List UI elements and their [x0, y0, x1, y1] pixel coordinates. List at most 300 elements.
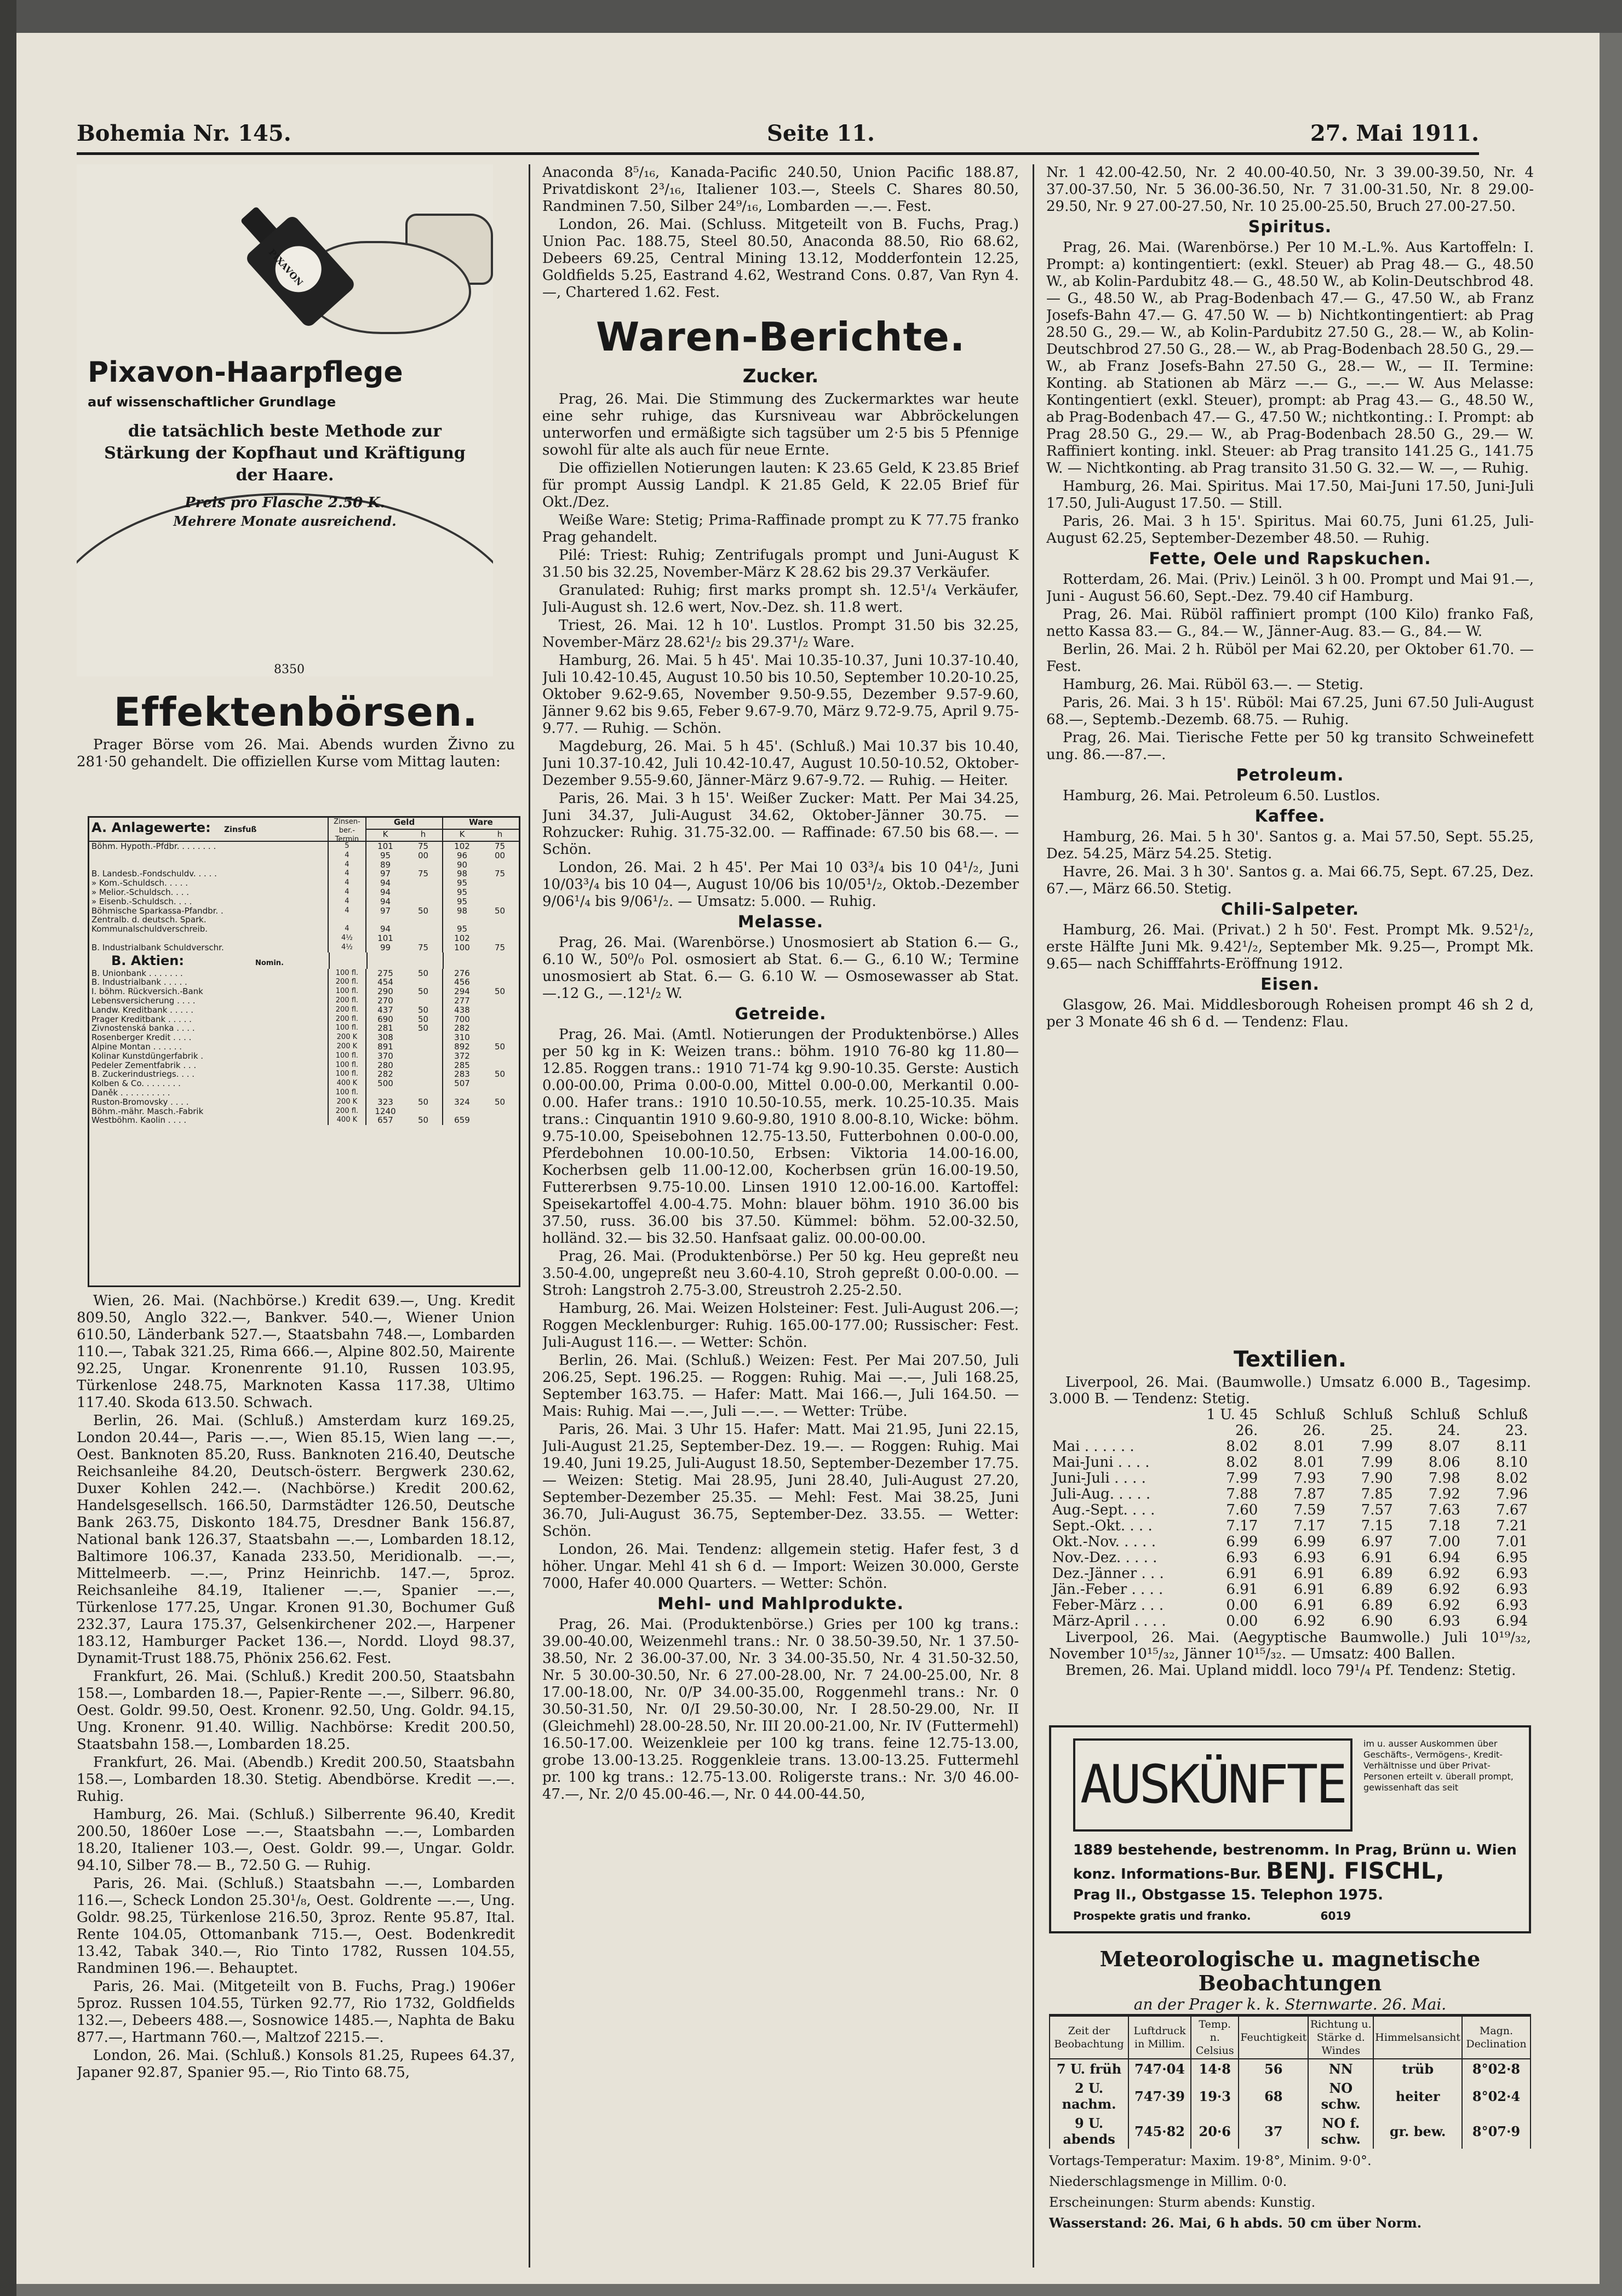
kurs-ware-h — [481, 1033, 519, 1042]
petroleum-text: Hamburg, 26. Mai. Petroleum 6.50. Lustlos. — [1063, 788, 1380, 804]
report-paris: Paris, 26. Mai. (Schluß.) Staatsbahn —.—, Lombarden 116.—, Scheck London 25.30¹/₈, Oest. Goldrente —.—, Ung. Goldr. 98.25, Türkenlose 216.50, 3proz. Rente 95.87, Ital. Rente 104.05, Ottomanbank 715.—, Oest. Bodenkredit 13.42, Tabak 340.—, Rio Tinto 1782, Russen 104.55, Randminen 196.—. Behauptet. — [77, 1875, 515, 1977]
kurs-ware — [442, 1052, 519, 1061]
meteo-cell: 56 — [1239, 2059, 1308, 2079]
kurs-rate: 5 — [328, 842, 365, 851]
kurs-ware — [442, 987, 519, 996]
kurs-ware-h — [481, 1052, 519, 1061]
baumwolle-row — [1049, 1455, 1531, 1471]
baumwolle-head: Schluß — [1477, 1407, 1528, 1423]
kurs-geld — [365, 1006, 442, 1015]
kurs-name: Lebensversicherung . . . . — [91, 996, 196, 1006]
kurs-geld-k: 89 — [380, 859, 391, 870]
meteo-cell: NN — [1308, 2059, 1373, 2079]
kurs-geld-k: 454 — [377, 977, 393, 988]
issue-date: 27. Mai 1911. — [1310, 120, 1479, 146]
baumwolle-price: 7.87 — [1293, 1486, 1326, 1502]
zucker-pile: Pilé: Triest: Ruhig; Zentrifugals prompt und Juni-August K 31.50 bis 32.25, November-März K 28.62 bis 29.37 Verkäufer. — [542, 547, 1019, 581]
kurs-geld — [365, 1024, 442, 1033]
baumwolle-term: Mai-Juni . . . . — [1052, 1454, 1150, 1471]
kurs-rate: 100 fl. — [328, 1088, 365, 1098]
textilien-bremen: Bremen, 26. Mai. Upland middl. loco 79¹/₄ Pf. Tendenz: Stetig. — [1065, 1662, 1516, 1679]
meteo-cell: 19·3 — [1191, 2079, 1239, 2114]
kurs-ware — [442, 860, 519, 870]
kurs-geld-h — [404, 1042, 442, 1052]
baumwolle-price: 6.92 — [1428, 1581, 1460, 1598]
baumwolle-price: 6.92 — [1428, 1565, 1460, 1582]
baumwolle-price: 7.60 — [1226, 1502, 1258, 1518]
baumwolle-price: 6.94 — [1428, 1549, 1460, 1566]
kurs-rate: 4 — [328, 851, 365, 860]
meteo-cell: 37 — [1239, 2114, 1308, 2149]
kurs-ware-h — [481, 897, 519, 906]
kurs-geld — [365, 1042, 442, 1052]
kurs-rate: 200 fl. — [328, 978, 365, 987]
kurs-geld-k: 891 — [377, 1041, 393, 1052]
kurs-row — [89, 897, 519, 906]
kurs-geld-h: 50 — [417, 1115, 429, 1126]
kurs-geld-h: 75 — [417, 942, 429, 952]
kurs-geld-h — [404, 996, 442, 1006]
kurs-name: B. Unionbank . . . . . . . — [91, 968, 183, 978]
meteo-row — [1050, 2079, 1531, 2114]
report-frankfurt-abend: Frankfurt, 26. Mai. (Abendb.) Kredit 200.50, Staatsbahn 158.—, Lombarden 18.30. Stetig. Abendbörse. Kredit —.—. Ruhig. — [77, 1754, 515, 1805]
baumwolle-row — [1049, 1439, 1531, 1455]
melasse-title: Melasse. — [737, 912, 824, 932]
kurs-geld-k — [366, 1088, 404, 1098]
kurs-ware-h: 50 — [494, 905, 506, 916]
kurs-ware-k: 100 — [454, 942, 470, 952]
baumwolle-price: 6.91 — [1293, 1597, 1326, 1614]
fette-title: Fette, Oele und Rapskuchen. — [1149, 549, 1431, 569]
kurs-rate: 4 — [328, 888, 365, 897]
kurs-geld-k: 99 — [380, 942, 391, 952]
kurs-geld-k: 97 — [380, 905, 391, 916]
kurs-geld-k: 94 — [380, 896, 391, 906]
zucker-prag: Prag, 26. Mai. Die Stimmung des Zuckermarktes war heute eine sehr ruhige, das Kursniveau war Abbröckelungen unterworfen und ermäßigte sich tagsüber um 2·5 bis 5 Pfennige sowohl für alte als auch für neue Ernte. — [542, 391, 1019, 458]
auskunft-code: 6019 — [1320, 1909, 1351, 1922]
ad-note: Mehrere Monate ausreichend. — [173, 513, 397, 529]
baumwolle-term: Okt.-Nov. . . . . — [1052, 1534, 1156, 1550]
zucker-granulated: Granulated: Ruhig; first marks prompt sh. 12.5¹/₄ Verkäufer, Juli-August sh. 12.6 wert, Nov.-Dez. sh. 11.8 wert. — [542, 582, 1019, 616]
kurs-row — [89, 925, 519, 934]
kurs-row — [89, 879, 519, 888]
baumwolle-price: 6.91 — [1293, 1565, 1326, 1582]
kurs-rate: 100 fl. — [328, 987, 365, 996]
meteo-cell: 8°07·9 — [1462, 2114, 1531, 2149]
kurs-ware-k: 324 — [454, 1097, 470, 1107]
kurs-geld-k: 280 — [377, 1060, 393, 1070]
kurs-ware-k: 283 — [454, 1069, 470, 1080]
kurs-geld-h: 50 — [417, 968, 429, 978]
meteo-cell: 68 — [1239, 2079, 1308, 2114]
kurs-geld-h — [404, 860, 442, 870]
auskunft-line1: 1889 bestehende, bestrenomm. In Prag, Brünn u. Wien — [1073, 1842, 1517, 1858]
mehl-text: Prag, 26. Mai. (Produktenbörse.) Gries per 100 kg trans.: 39.00-40.00, Weizenmehl trans.: Nr. 0 38.50-39.50, Nr. 1 37.50-38.50, Nr. 2 36.00-37.00, Nr. 3 34.00-35.50, Nr. 4 31.50-32.50, Nr. 5 30.00-30.50, Nr. 6 27.00-28.00, Nr. 7 24.00-25.00, Nr. 8 17.00-18.00, Nr. 0/P 34.00-35.00, Roggenmehl trans.: Nr. 0 30.50-31.50, Nr. 0/I 29.50-30.00, Nr. I 28.50-29.00, Nr. II (Gleichmehl) 28.00-28.50, Nr. III 20.00-21.00, Nr. IV (Futtermehl) 16.50-17.00. Weizenkleie per 100 kg trans. feine 12.75-13.00, grobe 13.00-13.25. Roggenkleie trans. 13.00-13.25. Futtermehl pr. 100 kg trans.: 12.75-13.00. Roligerste trans.: Nr. 3/0 46.00-47.—, Nr. 2/0 45.00-46.—, Nr. 0 44.00-44.50, — [542, 1616, 1019, 1803]
kurs-ware-h — [481, 1024, 519, 1033]
kurs-geld — [365, 869, 442, 879]
kurs-rate: 4 — [328, 869, 365, 879]
kurs-geld-h — [404, 897, 442, 906]
kurs-ware-h — [481, 969, 519, 978]
kurs-ware-h — [481, 1061, 519, 1070]
baumwolle-price: 6.92 — [1293, 1613, 1326, 1629]
baumwolle-price: 6.91 — [1226, 1581, 1258, 1598]
kurs-ware-k: 98 — [456, 905, 468, 916]
page-number: Seite 11. — [767, 120, 875, 146]
kurs-rate: 400 K — [328, 1116, 365, 1125]
baumwolle-term: Dez.-Jänner . . . — [1052, 1565, 1164, 1582]
london-continuation: Anaconda 8⁵/₁₆, Kanada-Pacific 240.50, Union Pacific 188.87, Privatdiskont 2³/₁₆, Italiener 103.—, Steels C. Shares 80.50, Randminen 7.50, Silber 24⁹/₁₆, Lombarden —.—. Fest. — [542, 164, 1019, 215]
kurs-geld-k: 290 — [377, 986, 393, 997]
baumwolle-price: 7.15 — [1361, 1518, 1393, 1534]
meteo-row — [1050, 2059, 1531, 2079]
kurs-row — [89, 943, 519, 952]
kurs-ware-h: 75 — [494, 942, 506, 952]
baumwolle-price: 6.94 — [1496, 1613, 1528, 1629]
header-rule — [77, 152, 1479, 155]
kurs-geld-h — [404, 879, 442, 888]
kurs-ware-h — [481, 888, 519, 897]
baumwolle-term: Feber-März . . . — [1052, 1597, 1164, 1614]
kurs-rate: 200 K — [328, 1042, 365, 1052]
kurs-ware — [442, 934, 519, 943]
kurs-ware-k: 96 — [456, 850, 468, 860]
scan-top-edge — [0, 0, 1622, 33]
baumwolle-price: 8.06 — [1428, 1454, 1460, 1471]
kurs-geld-h — [404, 1070, 442, 1079]
pixavon-advertisement — [77, 164, 493, 676]
kurs-ware-k: 282 — [454, 1023, 470, 1034]
baumwolle-price: 6.91 — [1226, 1565, 1258, 1582]
baumwolle-price: 7.99 — [1361, 1454, 1393, 1471]
kurs-geld-k: 281 — [377, 1023, 393, 1034]
meteo-head-cell: Temp. n. Celsius — [1191, 2016, 1239, 2059]
baumwolle-term: Aug.-Sept. . . . — [1052, 1502, 1155, 1518]
kurs-ware — [442, 1061, 519, 1070]
effekten-section — [77, 687, 515, 813]
meteo-cell: NO schw. — [1308, 2079, 1373, 2114]
kurs-geld — [365, 1079, 442, 1088]
meteo-cell: 14·8 — [1191, 2059, 1239, 2079]
scan-left-edge — [0, 0, 16, 2296]
kurs-rate: 4 — [328, 906, 365, 916]
kurs-geld — [365, 1116, 442, 1125]
kurs-geld-h — [404, 1033, 442, 1042]
kurs-rate: 4 — [328, 860, 365, 870]
kurs-row — [89, 915, 519, 925]
auskunft-line4: Prospekte gratis und franko. — [1073, 1909, 1251, 1922]
ad-brand: Pixavon-Haarpflege — [88, 356, 403, 389]
kurs-rate: 100 fl. — [328, 1024, 365, 1033]
baumwolle-price: 6.93 — [1496, 1565, 1528, 1582]
baumwolle-price: 6.99 — [1226, 1534, 1258, 1550]
kurs-geld-h: 50 — [417, 905, 429, 916]
petroleum-title: Petroleum. — [1236, 766, 1344, 785]
kurs-geld — [365, 915, 442, 925]
kurs-geld-h: 50 — [417, 986, 429, 997]
baumwolle-price: 6.91 — [1293, 1581, 1326, 1598]
kurs-rate: 4 — [328, 879, 365, 888]
kurs-geld — [365, 879, 442, 888]
kurs-name: Kommunalschuldverschreib. — [91, 925, 208, 934]
report-hamburg: Hamburg, 26. Mai. (Schluß.) Silberrente 96.40, Kredit 200.50, 1860er Lose —.—, Staatsbahn —.—, Lombarden 18.20, Italiener 103.—, Oest. Goldr. 99.—, Ungar. Goldr. 94.10, Silber 78.— B., 72.50 G. — Ruhig. — [77, 1806, 515, 1874]
kurs-ware-k — [443, 1107, 481, 1116]
baumwolle-head: Schluß — [1343, 1407, 1393, 1423]
kurs-row — [89, 934, 519, 943]
kurs-geld — [365, 1061, 442, 1070]
kurs-ware-k: 276 — [454, 968, 470, 978]
baumwolle-head: 1 U. 45 — [1206, 1407, 1258, 1423]
kurs-ware-h — [481, 1107, 519, 1116]
baumwolle-price: 7.96 — [1496, 1486, 1528, 1502]
kurs-name: B. Landesb.-Fondschuldv. . . . . — [91, 869, 217, 879]
kaffee-title: Kaffee. — [1254, 807, 1326, 826]
column-3 — [1046, 164, 1534, 1342]
kurs-geld — [365, 842, 442, 851]
baumwolle-price: 7.99 — [1361, 1438, 1393, 1455]
kurs-ware — [442, 1042, 519, 1052]
kurs-geld-h: 50 — [417, 1014, 429, 1024]
kurs-geld-h — [404, 1088, 442, 1098]
meteo-cell: 747·39 — [1128, 2079, 1191, 2114]
baumwolle-price: 7.63 — [1428, 1502, 1460, 1518]
kurs-ware-k: 285 — [454, 1060, 470, 1070]
kurs-geld-h — [404, 934, 442, 943]
kurs-name — [89, 934, 328, 943]
baumwolle-row — [1049, 1502, 1531, 1518]
zucker-triest: Triest, 26. Mai. 12 h 10'. Lustlos. Prompt 31.50 bis 32.25, November-März 28.62¹/₂ bis 29.37¹/₂ Ware. — [542, 617, 1019, 651]
kurs-name: B. Zuckerindustriegs. . . . — [91, 1070, 195, 1080]
spiritus-prag: Prag, 26. Mai. (Warenbörse.) Per 10 M.-L.%. Aus Kartoffeln: I. Prompt: a) kontingentiert: (exkl. Steuer) ab Prag 48.— G., 48.50 W., ab Kolin-Pardubitz 48.— G., 48.50 W., ab Kolin-Deutschbrod 48.— G., 48.50 W., ab Prag-Bodenbach 47.— G., 47.50 W., ab Franz Josefs-Bahn 47.— G. 47.50 W. — b) Nichtkontingentiert: ab Prag 28.50 G., 29.— W., ab Kolin-Pardubitz 27.50 G., 28.— W., ab Kolin-Deutschbrod 27.50 G., 28.— W., ab Prag-Bodenbach 28.50 G., 29.— W., ab Franz Josefs-Bahn 27.50 G., 28.— W., — II. Termine: Konting. ab Stationen ab März —.— G., —.— W. Aus Melasse: Kontingentiert (exkl. Steuer), prompt: ab Prag 43.— G., 48.50 W., ab Prag-Bodenbach 47.— G., 47.50 W.; nichtkonting.: I. Prompt: ab Prag 28.50 G., 29.— W., ab Prag-Bodenbach 28.50 G., 29.— W. Raffiniert konting. inkl. Steuer: ab Prag transito 141.25 G., 141.75 W. — Nichtkonting. ab Prag transito 31.50 G. 32.— W. —, — Ruhig. — [1046, 239, 1534, 477]
kurs-ware — [442, 1033, 519, 1042]
baumwolle-price: 8.10 — [1496, 1454, 1528, 1471]
kurs-ware — [442, 978, 519, 987]
report-paris-fuchs: Paris, 26. Mai. (Mitgeteilt von B. Fuchs, Prag.) 1906er 5proz. Russen 104.55, Türken 92.77, Rio 1732, Goldfields 132.—, Debeers 488.—, Sosnowice 1485.—, Naphta de Baku 877.—, Hartmann 760.—, Maltzof 2215.—. — [77, 1978, 515, 2046]
kurs-row — [89, 996, 519, 1006]
baumwolle-price: 6.93 — [1293, 1549, 1326, 1566]
kurs-name: Böhm. Hypoth.-Pfdbr. . . . . . . . — [91, 842, 216, 851]
baumwolle-row — [1049, 1486, 1531, 1502]
kurs-geld-k: 94 — [380, 878, 391, 888]
kurs-ware-h — [481, 879, 519, 888]
kurs-table-header: A. Anlagewerte: Zinsfuß Zinsen-ber.-Termin Geld K h Ware K h — [89, 818, 519, 842]
kurs-geld-k: 690 — [377, 1014, 393, 1024]
kurs-row — [89, 969, 519, 978]
baumwolle-price: 7.93 — [1293, 1470, 1326, 1486]
kurs-ware-h: 75 — [494, 869, 506, 879]
getreide-prag-produkten: Prag, 26. Mai. (Produktenbörse.) Per 50 kg. Heu gepreßt neu 3.50-4.00, ungepreßt neu 3.60-4.10, Stroh gepreßt 0.00-0.00. — Stroh: Langstroh 2.75-3.00, Streustroh 2.25-2.50. — [542, 1248, 1019, 1299]
meteo-head-cell: Richtung u. Stärke d. Windes — [1308, 2016, 1373, 2059]
getreide-title: Getreide. — [735, 1005, 827, 1024]
baumwolle-date — [1049, 1423, 1192, 1439]
baumwolle-price: 7.88 — [1226, 1486, 1258, 1502]
report-wien: Wien, 26. Mai. (Nachbörse.) Kredit 639.—, Ung. Kredit 809.50, Anglo 322.—, Bankver. 540.—, Wiener Union 610.50, Länderbank 527.—, Staatsbahn 748.—, Lombarden 110.—, Tabak 321.25, Rima 666.—, Alpine 802.50, Mairente 92.25, Ungar. Kronenrente 91.10, Russen 103.95, Türkenlose 248.75, Marknoten Kassa 117.38, Ultimo 117.40. Skoda 613.50. Schwach. — [77, 1293, 515, 1411]
baumwolle-row — [1049, 1582, 1531, 1598]
anlage-label: A. Anlagewerte: — [91, 820, 211, 835]
kurs-geld — [365, 851, 442, 860]
baumwolle-price: 6.91 — [1361, 1549, 1393, 1566]
baumwolle-date: 26. — [1235, 1422, 1258, 1439]
baumwolle-row — [1049, 1518, 1531, 1534]
kurs-ware — [442, 1116, 519, 1125]
spiritus-hamburg: Hamburg, 26. Mai. Spiritus. Mai 17.50, Mai-Juni 17.50, Juni-Juli 17.50, Juli-August 17.50. — Still. — [1046, 478, 1534, 512]
kurs-geld-h: 75 — [417, 869, 429, 879]
kurs-row — [89, 1070, 519, 1079]
eisen-text: Glasgow, 26. Mai. Middlesborough Roheisen prompt 46 sh 2 d, per 3 Monate 46 sh 6 d. — Tendenz: Flau. — [1046, 997, 1534, 1030]
kurs-row — [89, 888, 519, 897]
baumwolle-price: 7.18 — [1428, 1518, 1460, 1534]
auskunft-side-text: im u. ausser Auskommen über Geschäfts-, Vermögens-, Kredit-Verhältnisse und über Privat-Personen erteilt v. überall prompt, gewissenhaft das seit — [1363, 1738, 1514, 1793]
kurs-ware-h — [481, 1088, 519, 1098]
kurs-geld-k: 323 — [377, 1097, 393, 1107]
kurs-name: B. Industrialbank . . . . . — [91, 978, 187, 988]
ad-code: 8350 — [274, 663, 305, 676]
kurs-geld — [365, 1052, 442, 1061]
fette-rotterdam: Rotterdam, 26. Mai. (Priv.) Leinöl. 3 h 00. Prompt und Mai 91.—, Juni - August 56.60, Sept.-Dez. 79.40 cif Hamburg. — [1046, 571, 1534, 605]
meteo-table — [1049, 2016, 1531, 2149]
meteo-cell: 2 U. nachm. — [1050, 2079, 1128, 2114]
textilien-liverpool: Liverpool, 26. Mai. (Aegyptische Baumwolle.) Juli 10¹⁹/₃₂, November 10¹⁵/₃₂, Jänner 10¹⁵/₃₂. — Umsatz: 400 Ballen. — [1049, 1629, 1531, 1662]
kurs-row — [89, 842, 519, 851]
meteo-foot-4: Wasserstand: 26. Mai, 6 h abds. 50 cm über Norm. — [1049, 2215, 1422, 2231]
meteo-foot-1: Vortags-Temperatur: Maxim. 19·8°, Minim. 9·0°. — [1049, 2153, 1372, 2168]
baumwolle-price: 0.00 — [1226, 1597, 1258, 1614]
meteo-head-cell: Feuchtigkeit — [1239, 2016, 1308, 2059]
kurs-rate: 100 fl. — [328, 969, 365, 978]
baumwolle-term: Jän.-Feber . . . . — [1052, 1581, 1164, 1598]
fette-prag: Prag, 26. Mai. Rüböl raffiniert prompt (100 Kilo) franko Faß, netto Kassa 83.— G., 84.— W., Jänner-Aug. 83.— G., 84.— W. — [1046, 606, 1534, 640]
baumwolle-table — [1049, 1407, 1531, 1629]
kurs-row — [89, 1033, 519, 1042]
kurs-geld-k: 370 — [377, 1051, 393, 1061]
baumwolle-price: 6.93 — [1496, 1597, 1528, 1614]
kurs-name: Pedeler Zementfabrik . . . — [91, 1060, 197, 1070]
kurs-rate: 200 fl. — [328, 996, 365, 1006]
bottle-label: PIXAVON — [266, 247, 305, 288]
baumwolle-price: 6.95 — [1496, 1549, 1528, 1566]
kurs-rate: 200 fl. — [328, 1006, 365, 1015]
kurs-row — [89, 869, 519, 879]
kurs-geld-h: 50 — [417, 1005, 429, 1015]
kurs-ware-h — [481, 1116, 519, 1125]
baumwolle-price: 6.89 — [1361, 1597, 1393, 1614]
kurs-geld — [365, 888, 442, 897]
kurs-name: Böhmische Sparkassa-Pfandbr. . — [91, 906, 223, 916]
waren-title: Waren-Berichte. — [595, 314, 966, 360]
kurs-ware-k: 372 — [454, 1051, 470, 1061]
getreide-london: London, 26. Mai. Tendenz: allgemein stetig. Hafer fest, 3 d höher. Ungar. Mehl 41 sh 6 d. — Import: Weizen 30.000, Gerste 7000, Hafer 40.000 Quarters. — Wetter: Schön. — [542, 1541, 1019, 1592]
kurs-ware-h: 50 — [494, 1041, 506, 1052]
kurs-ware — [442, 969, 519, 978]
kurs-geld-k: 282 — [377, 1069, 393, 1080]
baumwolle-price: 7.17 — [1293, 1518, 1326, 1534]
baumwolle-price: 8.01 — [1293, 1454, 1326, 1471]
baumwolle-term: März-April . . . . — [1052, 1613, 1166, 1629]
spiritus-title: Spiritus. — [1248, 217, 1332, 237]
kurs-rate: 4 — [328, 897, 365, 906]
meteo-row — [1050, 2114, 1531, 2149]
kurs-ware-k: 95 — [456, 878, 468, 888]
baumwolle-header-1 — [1049, 1407, 1531, 1423]
baumwolle-price: 8.07 — [1428, 1438, 1460, 1455]
kurs-ware — [442, 1006, 519, 1015]
getreide-prag: Prag, 26. Mai. (Amtl. Notierungen der Produktenbörse.) Alles per 50 kg in K: Weizen trans.: böhm. 1910 76-80 kg 11.80—12.85. Roggen trans.: 1910 71-74 kg 9.90-10.35. Gerste: Austich 0.00-00.00, Prima 0.00-0.00, Mittel 0.00-0.00, Merkantil 0.00-0.00. Hafer trans.: 1910 10.50-10.55, merk. 10.25-10.35. Mais trans.: Cinquantin 1910 9.60-9.80, 1910 8.00-8.10, Wicke: böhm. 9.75-10.00, Speisebohnen 12.75-13.50, Futterbohnen 0.00-0.00, Pferdebohnen 10.00-10.50, Erbsen: Viktoria 14.00-16.00, Kocherbsen gelb 11.00-12.00, Kocherbsen grün 16.00-19.50, Futtererbsen 9.75-10.00. Linsen 1910 12.00-16.00. Kartoffel: Speisekartoffel 4.00-4.75. Mohn: blauer böhm. 1910 36.00 bis 37.50, russ. 36.00 bis 37.50. Kümmel: böhm. 52.00-32.50, holländ. 32.— bis 32.50. Hanfsaat galiz. 00.00-00.00. — [542, 1026, 1019, 1247]
kurs-geld — [365, 860, 442, 870]
textilien-title: Textilien. — [1234, 1347, 1346, 1372]
kurs-row — [89, 851, 519, 860]
fette-prag-tierisch: Prag, 26. Mai. Tierische Fette per 50 kg transito Schweinefett ung. 86.—-87.—. — [1046, 730, 1534, 763]
prag-intro: Prager Börse vom 26. Mai. Abends wurden Živno zu 281·50 gehandelt. Die offiziellen Kurse vom Mittag lauten: — [77, 737, 515, 770]
fette-paris: Paris, 26. Mai. 3 h 15'. Rüböl: Mai 67.25, Juni 67.50 Juli-August 68.—, Septemb.-Dezemb. 68.75. — Ruhig. — [1046, 694, 1534, 728]
baumwolle-price: 7.21 — [1496, 1518, 1528, 1534]
auskunft-bottom — [1073, 1840, 1517, 1926]
baumwolle-date: 26. — [1303, 1422, 1326, 1439]
baumwolle-price: 7.92 — [1428, 1486, 1460, 1502]
meteo-cell: 7 U. früh — [1050, 2059, 1128, 2079]
kurs-geld-h: 75 — [417, 841, 429, 851]
kurs-name: I. böhm. Rückversich.-Bank — [91, 987, 203, 996]
kurs-row — [89, 987, 519, 996]
kurs-name: Landw. Kreditbank . . . . . — [91, 1005, 194, 1015]
meteo-head-cell: Magn. Declination — [1462, 2016, 1531, 2059]
baumwolle-price: 6.89 — [1361, 1565, 1393, 1582]
kurs-rate: 100 fl. — [328, 1070, 365, 1079]
meteo-cell: gr. bew. — [1373, 2114, 1462, 2149]
chili-title: Chili-Salpeter. — [1220, 900, 1360, 919]
kurs-geld-h — [404, 915, 442, 925]
kurs-ware-k: 102 — [454, 933, 470, 943]
kurs-name: » Melior.-Schuldsch. . . . — [91, 887, 190, 897]
kurs-row — [89, 1015, 519, 1024]
kurs-ware-k: 95 — [456, 924, 468, 934]
zucker-hamburg: Hamburg, 26. Mai. 5 h 45'. Mai 10.35-10.37, Juni 10.37-10.40, Juli 10.42-10.45, August 10.50 bis 10.50, September 10.20-10.25, Oktober 9.62-9.65, November 9.50-9.55, Dezember 9.57-9.60, Jänner 9.62 bis 9.65, Feber 9.67-9.70, März 9.72-9.75, April 9.75-9.77. — Ruhig. — Schön. — [542, 652, 1019, 737]
meteo-cell: heiter — [1373, 2079, 1462, 2114]
kurs-ware-k: 98 — [456, 869, 468, 879]
auskunft-line3: Prag II., Obstgasse 15. Telephon 1975. — [1073, 1887, 1384, 1903]
baumwolle-price: 7.99 — [1226, 1470, 1258, 1486]
column-1-reports — [77, 1293, 515, 2273]
auskunft-heading: AUSKÜNFTE — [1073, 1738, 1352, 1832]
kurs-ware — [442, 1088, 519, 1098]
kurs-geld-k: 1240 — [375, 1106, 396, 1116]
kurs-geld — [365, 906, 442, 916]
meteo-cell: 8°02·8 — [1462, 2059, 1531, 2079]
kurs-row — [89, 906, 519, 916]
kurs-ware — [442, 897, 519, 906]
meteo-cell: 9 U. abends — [1050, 2114, 1128, 2149]
kurs-name — [89, 860, 328, 870]
baumwolle-price: 6.90 — [1361, 1613, 1393, 1629]
kurs-rate: 4½ — [328, 934, 365, 943]
kurs-geld — [365, 1070, 442, 1079]
kurs-row — [89, 1107, 519, 1116]
column-divider — [529, 164, 530, 2268]
kurs-geld-h — [404, 1052, 442, 1061]
kurs-name: Böhm.-mähr. Masch.-Fabrik — [91, 1106, 204, 1116]
kurs-geld-k: 94 — [380, 924, 391, 934]
baumwolle-price: 7.00 — [1428, 1534, 1460, 1550]
baumwolle-price: 6.93 — [1226, 1549, 1258, 1566]
report-london: London, 26. Mai. (Schluß.) Konsols 81.25, Rupees 64.37, Japaner 92.87, Spanier 95.—, Rio Tinto 68.75, — [77, 2047, 515, 2081]
kurs-ware-h — [481, 860, 519, 870]
kurs-row — [89, 1006, 519, 1015]
kurs-row — [89, 978, 519, 987]
kurs-ware-k: 659 — [454, 1115, 470, 1126]
kurs-geld-k: 97 — [380, 869, 391, 879]
baumwolle-price: 7.98 — [1428, 1470, 1460, 1486]
kurs-row — [89, 1042, 519, 1052]
kurs-ware — [442, 996, 519, 1006]
